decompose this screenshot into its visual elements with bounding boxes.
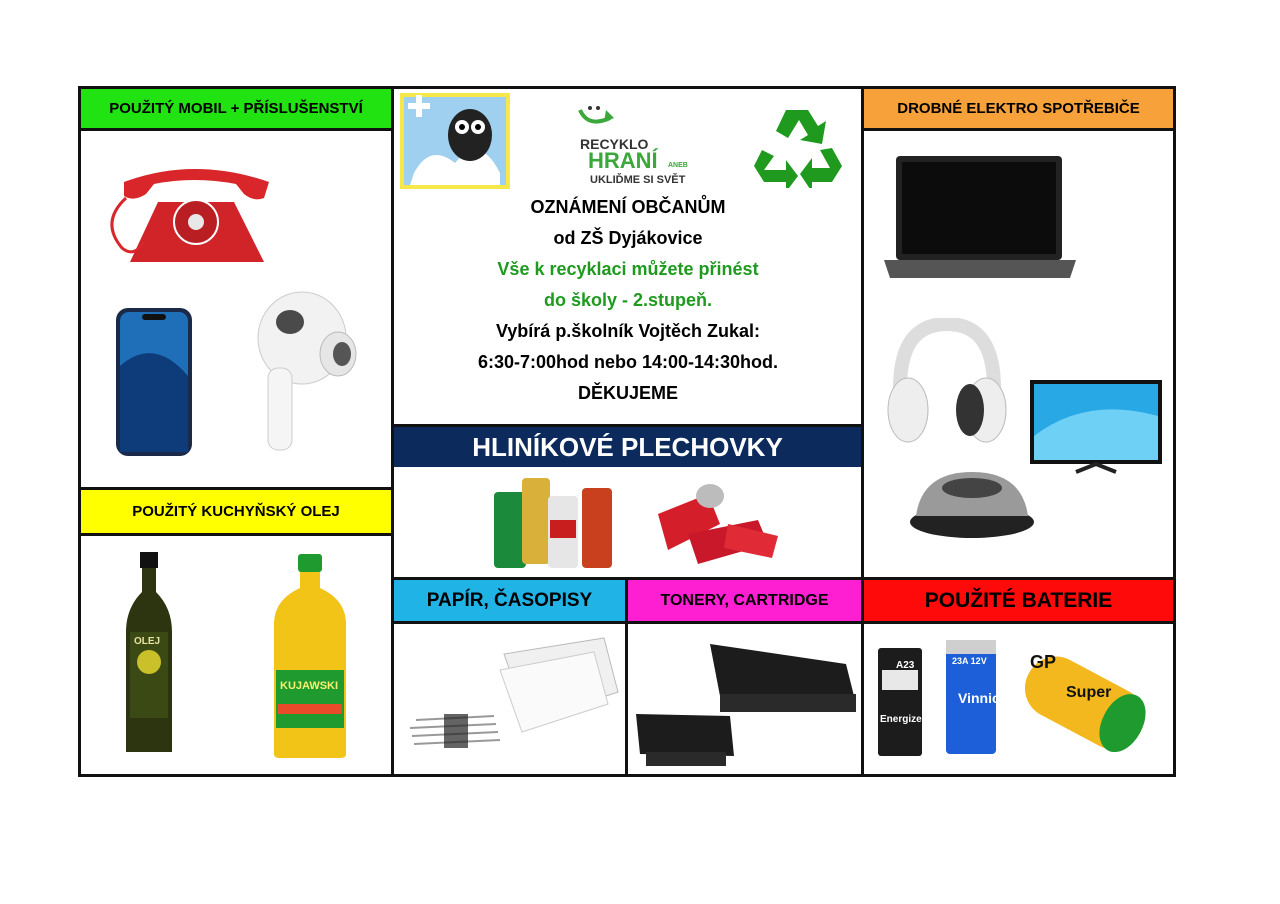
red-telephone-image <box>104 162 284 272</box>
tv-image <box>1026 376 1166 488</box>
notice-title: OZNÁMENÍ OBČANŮM <box>530 197 726 217</box>
crushed-cans-image <box>648 474 788 570</box>
sandwich-maker-image <box>906 466 1038 540</box>
vinnic-text: Vinnic <box>958 690 1000 706</box>
notice-bring: Vše k recyklaci můžete přinést <box>497 259 759 279</box>
beer-cans-image <box>492 474 618 572</box>
notice-text <box>394 192 862 409</box>
divider <box>394 621 1176 624</box>
kujawski-label-text: KUJAWSKI <box>280 680 339 692</box>
label-cans: HLINÍKOVÉ PLECHOVKY <box>394 427 861 467</box>
logo-text-recyklo: RECYKLO <box>580 136 649 152</box>
voltage-text: 23A 12V <box>952 656 987 666</box>
label-oil: POUŽITÝ KUCHYŇSKÝ OLEJ <box>81 490 391 533</box>
notice-school: od ZŠ Dyjákovice <box>553 228 703 248</box>
notice-thanks: DĚKUJEME <box>577 383 679 403</box>
divider <box>78 128 391 131</box>
logo-text-hrani: HRANÍ <box>588 148 658 173</box>
super-text: Super <box>1066 684 1112 701</box>
toner-cartridges-image <box>630 634 860 772</box>
energizer-text: Energizer <box>880 714 926 725</box>
sunflower-oil-bottle-image <box>270 554 350 760</box>
label-batteries: POUŽITÉ BATERIE <box>864 580 1173 621</box>
oil-label-text: OLEJ <box>134 636 161 647</box>
divider <box>864 128 1176 131</box>
recyklohrani-arrow-icon <box>576 104 616 132</box>
label-electro: DROBNÉ ELEKTRO SPOTŘEBIČE <box>864 89 1173 128</box>
label-paper: PAPÍR, ČASOPISY <box>394 580 625 621</box>
logo-text-uklidme: UKLIĎME SI SVĚT <box>590 174 686 186</box>
owl-logo <box>400 93 510 189</box>
gp-text: GP <box>1030 652 1057 672</box>
divider <box>78 533 391 536</box>
notice-collector: Vybírá p.školník Vojtěch Zukal: <box>495 321 761 341</box>
label-mobile: POUŽITÝ MOBIL + PŘÍSLUŠENSTVÍ <box>81 89 391 128</box>
headphones-image <box>886 318 1008 450</box>
olive-oil-bottle-image <box>122 552 176 756</box>
laptop-image <box>880 152 1080 282</box>
label-toners: TONERY, CARTRIDGE <box>628 580 861 621</box>
notice-where: do školy - 2.stupeň. <box>543 290 713 310</box>
notice-hours: 6:30-7:00hod nebo 14:00-14:30hod. <box>477 352 779 372</box>
a23-text: A23 <box>896 660 915 671</box>
recycle-icon <box>752 104 844 188</box>
earbud-image <box>252 288 364 456</box>
paper-stack-image <box>404 634 620 754</box>
smartphone-image <box>114 306 194 458</box>
logo-text-aneb: ANEB <box>668 162 688 169</box>
divider <box>861 86 864 777</box>
